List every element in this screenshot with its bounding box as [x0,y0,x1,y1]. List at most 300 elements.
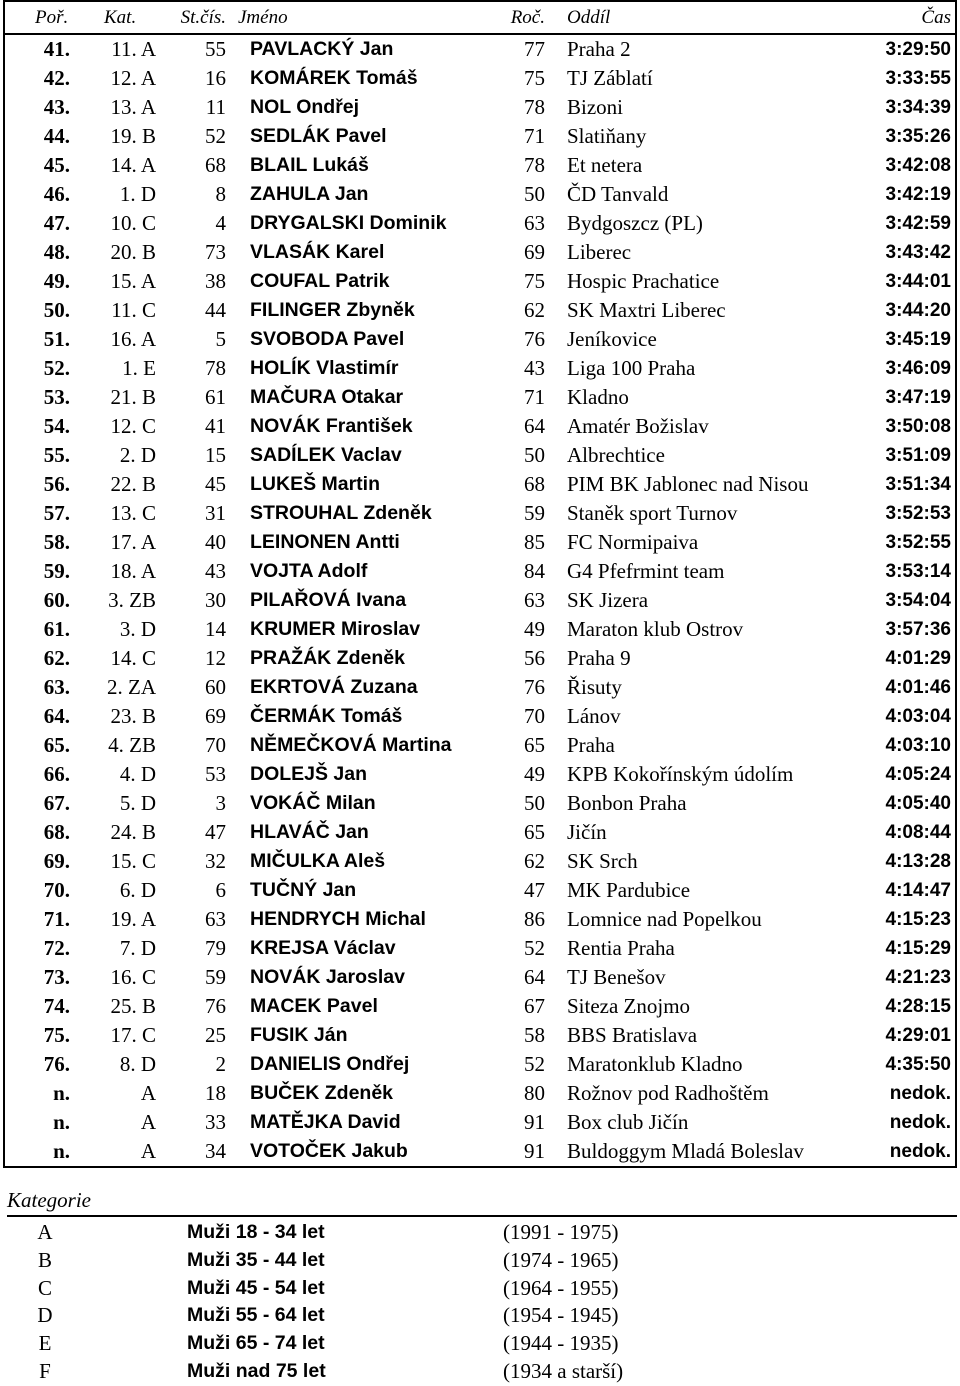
cell-jmeno: COUFAL Patrik [250,270,390,292]
header-poradi: Poř. [4,1,78,34]
cell-oddil: Slatiňany [567,124,647,148]
table-row [4,1137,956,1167]
cell-jmeno: ZAHULA Jan [250,183,369,205]
cell-startovni-cislo: 4 [215,211,226,235]
cell-oddil: MK Pardubice [567,878,691,902]
cell-oddil: Siteza Znojmo [567,994,691,1018]
cell-jmeno: MACEK Pavel [250,995,378,1017]
kategorie-years: (1944 - 1935) [503,1331,619,1356]
cell-rocnik: 58 [524,1023,545,1047]
cell-kategorie: 2. ZA [107,675,156,699]
cell-jmeno: VOTOČEK Jakub [250,1140,408,1162]
kategorie-years: (1974 - 1965) [503,1247,619,1272]
table-row [4,325,956,354]
cell-jmeno: TUČNÝ Jan [250,879,357,901]
cell-rocnik: 63 [524,588,545,612]
cell-kategorie: 14. C [110,646,156,670]
kategorie-table [7,1219,623,1386]
cell-oddil: Liga 100 Praha [567,356,696,380]
cell-cas: 3:42:08 [885,155,951,176]
cell-startovni-cislo: 38 [205,269,226,293]
cell-rocnik: 75 [524,66,545,90]
cell-kategorie: 25. B [110,994,156,1018]
cell-cas: 4:29:01 [885,1025,951,1046]
cell-kategorie: 14. A [110,153,156,177]
table-row [4,731,956,760]
table-row [4,963,956,992]
cell-rocnik: 43 [524,356,545,380]
table-row [4,383,956,412]
cell-jmeno: SADÍLEK Vaclav [250,444,402,466]
cell-jmeno: KOMÁREK Tomáš [250,67,418,89]
cell-jmeno: BLAIL Lukáš [250,154,369,176]
cell-startovni-cislo: 30 [205,588,226,612]
table-row [4,673,956,702]
cell-startovni-cislo: 69 [205,704,226,728]
cell-cas: 3:57:36 [885,619,951,640]
cell-kategorie: 4. ZB [108,733,156,757]
table-row [4,876,956,905]
cell-cas: 3:44:20 [885,300,951,321]
cell-cas: 3:53:14 [885,561,951,582]
cell-oddil: Bydgoszcz (PL) [567,211,703,235]
cell-rocnik: 62 [524,298,545,322]
table-row [4,1108,956,1137]
cell-rocnik: 56 [524,646,545,670]
cell-startovni-cislo: 45 [205,472,226,496]
cell-kategorie: 17. A [110,530,156,554]
cell-kategorie: A [140,1081,156,1105]
cell-cas: 4:03:04 [885,706,951,727]
cell-kategorie: 19. B [110,124,156,148]
cell-poradi: 57. [43,501,70,525]
cell-kategorie: 6. D [119,878,156,902]
cell-kategorie: 18. A [110,559,156,583]
cell-oddil: FC Normipaiva [567,530,699,554]
cell-oddil: SK Srch [567,849,638,873]
cell-cas: 4:05:40 [885,793,951,814]
cell-rocnik: 70 [524,704,545,728]
cell-startovni-cislo: 8 [215,182,226,206]
cell-oddil: BBS Bratislava [567,1023,698,1047]
cell-rocnik: 68 [524,472,545,496]
cell-rocnik: 52 [524,936,545,960]
cell-oddil: Rentia Praha [567,936,675,960]
cell-jmeno: FILINGER Zbyněk [250,299,415,321]
cell-oddil: Albrechtice [567,443,665,467]
cell-oddil: KPB Kokořínským údolím [567,762,794,786]
kategorie-body [7,1219,623,1386]
cell-rocnik: 50 [524,443,545,467]
cell-poradi: 76. [43,1052,70,1076]
cell-poradi: 75. [43,1023,70,1047]
cell-jmeno: KRUMER Miroslav [250,618,421,640]
cell-startovni-cislo: 15 [205,443,226,467]
cell-kategorie: 4. D [119,762,156,786]
cell-jmeno: STROUHAL Zdeněk [250,502,432,524]
header-jmeno: Jméno [234,1,496,34]
table-row [4,34,956,64]
cell-oddil: Řisuty [567,675,622,699]
cell-startovni-cislo: 44 [205,298,226,322]
cell-poradi: 63. [43,675,70,699]
cell-poradi: 56. [43,472,70,496]
cell-startovni-cislo: 5 [215,327,226,351]
cell-oddil: Liberec [567,240,632,264]
cell-kategorie: 3. ZB [108,588,156,612]
cell-startovni-cislo: 70 [205,733,226,757]
cell-rocnik: 75 [524,269,545,293]
cell-rocnik: 59 [524,501,545,525]
cell-jmeno: SVOBODA Pavel [250,328,405,350]
cell-poradi: 74. [43,994,70,1018]
cell-kategorie: A [140,1110,156,1134]
cell-cas: nedok. [889,1112,951,1133]
cell-rocnik: 77 [524,37,545,61]
cell-kategorie: 1. E [122,356,156,380]
kategorie-name: Muži 65 - 74 let [187,1332,325,1355]
cell-kategorie: 16. C [110,965,156,989]
cell-poradi: 61. [43,617,70,641]
cell-poradi: 49. [43,269,70,293]
cell-cas: 4:03:10 [885,735,951,756]
cell-startovni-cislo: 18 [205,1081,226,1105]
cell-poradi: 64. [43,704,70,728]
cell-cas: 4:15:29 [885,938,951,959]
cell-oddil: G4 Pfefrmint team [567,559,725,583]
cell-kategorie: 3. D [119,617,156,641]
cell-kategorie: 24. B [110,820,156,844]
cell-jmeno: VOJTA Adolf [250,560,368,582]
cell-jmeno: NOVÁK Jaroslav [250,966,405,988]
cell-cas: 3:34:39 [885,97,951,118]
cell-oddil: Jeníkovice [567,327,657,351]
kategorie-code: D [37,1303,53,1328]
cell-startovni-cislo: 11 [205,95,226,119]
table-row [4,412,956,441]
cell-rocnik: 52 [524,1052,545,1076]
kategorie-section [7,1186,957,1386]
cell-poradi: 42. [43,66,70,90]
cell-poradi: 48. [43,240,70,264]
cell-startovni-cislo: 55 [205,37,226,61]
cell-oddil: Kladno [567,385,629,409]
cell-rocnik: 86 [524,907,545,931]
cell-poradi: n. [53,1139,70,1163]
cell-jmeno: PRAŽÁK Zdeněk [250,647,405,669]
table-row [4,209,956,238]
cell-oddil: Hospic Prachatice [567,269,720,293]
table-row [4,615,956,644]
results-table [3,0,957,1168]
kategorie-years: (1934 a starší) [503,1358,624,1383]
cell-cas: 3:45:19 [885,329,951,350]
table-row [4,847,956,876]
cell-oddil: Bonbon Praha [567,791,687,815]
cell-startovni-cislo: 6 [215,878,226,902]
table-row [4,296,956,325]
cell-poradi: 41. [43,37,70,61]
cell-startovni-cislo: 53 [205,762,226,786]
cell-kategorie: 20. B [110,240,156,264]
cell-cas: 4:15:23 [885,909,951,930]
cell-startovni-cislo: 59 [205,965,226,989]
table-row [4,122,956,151]
cell-rocnik: 50 [524,791,545,815]
cell-rocnik: 67 [524,994,545,1018]
cell-rocnik: 49 [524,617,545,641]
table-row [4,1050,956,1079]
cell-jmeno: PILAŘOVÁ Ivana [250,589,407,611]
kategorie-name: Muži 45 - 54 let [187,1276,325,1299]
cell-kategorie: 12. A [110,66,156,90]
table-row [4,586,956,615]
kategorie-name: Muži 35 - 44 let [187,1248,325,1271]
cell-startovni-cislo: 34 [205,1139,226,1163]
cell-poradi: 47. [43,211,70,235]
kategorie-name: Muži nad 75 let [187,1359,326,1382]
cell-jmeno: BUČEK Zdeněk [250,1082,394,1104]
table-row [4,354,956,383]
cell-jmeno: HLAVÁČ Jan [250,821,369,843]
table-row [4,557,956,586]
cell-rocnik: 50 [524,182,545,206]
table-row [4,180,956,209]
cell-startovni-cislo: 25 [205,1023,226,1047]
cell-poradi: 43. [43,95,70,119]
cell-poradi: 44. [43,124,70,148]
cell-oddil: Praha 2 [567,37,631,61]
cell-jmeno: LEINONEN Antti [250,531,400,553]
cell-cas: 4:05:24 [885,764,951,785]
cell-kategorie: 8. D [119,1052,156,1076]
cell-kategorie: A [140,1139,156,1163]
cell-startovni-cislo: 68 [205,153,226,177]
cell-oddil: Maratonklub Kladno [567,1052,743,1076]
cell-jmeno: ČERMÁK Tomáš [250,705,403,727]
table-row [4,499,956,528]
cell-rocnik: 91 [524,1110,545,1134]
cell-rocnik: 85 [524,530,545,554]
table-row [4,267,956,296]
cell-poradi: 69. [43,849,70,873]
kategorie-row [7,1275,623,1303]
cell-oddil: Staněk sport Turnov [567,501,738,525]
table-row [4,789,956,818]
cell-oddil: TJ Benešov [567,965,666,989]
cell-rocnik: 64 [524,414,545,438]
cell-cas: 4:35:50 [885,1054,951,1075]
cell-kategorie: 22. B [110,472,156,496]
cell-jmeno: HENDRYCH Michal [250,908,426,930]
header-kategorie: Kat. [78,1,164,34]
table-row [4,1021,956,1050]
cell-startovni-cislo: 14 [205,617,226,641]
cell-cas: 3:35:26 [885,126,951,147]
cell-oddil: Box club Jičín [567,1110,689,1134]
cell-jmeno: HOLÍK Vlastimír [250,357,399,379]
cell-poradi: 54. [43,414,70,438]
cell-rocnik: 80 [524,1081,545,1105]
cell-startovni-cislo: 52 [205,124,226,148]
cell-rocnik: 71 [524,385,545,409]
cell-rocnik: 64 [524,965,545,989]
cell-startovni-cislo: 2 [215,1052,226,1076]
kategorie-name: Muži 55 - 64 let [187,1304,325,1327]
cell-rocnik: 47 [524,878,545,902]
cell-cas: 4:21:23 [885,967,951,988]
cell-kategorie: 16. A [110,327,156,351]
cell-startovni-cislo: 16 [205,66,226,90]
cell-oddil: ČD Tanvald [567,182,669,206]
cell-kategorie: 23. B [110,704,156,728]
cell-poradi: n. [53,1110,70,1134]
cell-kategorie: 17. C [110,1023,156,1047]
cell-kategorie: 10. C [110,211,156,235]
cell-cas: 4:14:47 [885,880,951,901]
cell-oddil: Amatér Božislav [567,414,709,438]
cell-oddil: TJ Záblatí [567,66,653,90]
cell-poradi: 46. [43,182,70,206]
cell-poradi: 51. [43,327,70,351]
cell-cas: 3:52:53 [885,503,951,524]
cell-jmeno: EKRTOVÁ Zuzana [250,676,418,698]
cell-jmeno: MIČULKA Aleš [250,850,386,872]
table-row [4,151,956,180]
cell-jmeno: KREJSA Václav [250,937,396,959]
cell-cas: 3:33:55 [885,68,951,89]
kategorie-name: Muži 18 - 34 let [187,1221,325,1243]
table-row [4,470,956,499]
cell-jmeno: DRYGALSKI Dominik [250,212,447,234]
kategorie-code: F [39,1358,51,1383]
cell-startovni-cislo: 47 [205,820,226,844]
cell-cas: 4:13:28 [885,851,951,872]
cell-jmeno: LUKEŠ Martin [250,473,381,495]
cell-rocnik: 65 [524,733,545,757]
cell-cas: 3:51:34 [885,474,951,495]
cell-jmeno: FUSIK Ján [250,1024,348,1046]
cell-kategorie: 11. C [111,298,156,322]
cell-startovni-cislo: 43 [205,559,226,583]
cell-poradi: 72. [43,936,70,960]
cell-oddil: SK Maxtri Liberec [567,298,726,322]
cell-jmeno: NOVÁK František [250,415,413,437]
table-row [4,64,956,93]
cell-poradi: 65. [43,733,70,757]
cell-cas: 4:28:15 [885,996,951,1017]
cell-rocnik: 62 [524,849,545,873]
table-row [4,238,956,267]
cell-cas: 3:42:19 [885,184,951,205]
cell-jmeno: VLASÁK Karel [250,241,385,263]
cell-cas: 3:29:50 [885,39,951,60]
cell-jmeno: VOKÁČ Milan [250,792,376,814]
header-rocnik: Roč. [496,1,545,34]
cell-cas: 3:52:55 [885,532,951,553]
cell-poradi: 58. [43,530,70,554]
cell-startovni-cislo: 41 [205,414,226,438]
cell-jmeno: DOLEJŠ Jan [250,763,368,785]
cell-poradi: 73. [43,965,70,989]
kategorie-code: B [37,1247,52,1272]
cell-poradi: 68. [43,820,70,844]
cell-poradi: 55. [43,443,70,467]
header-startovni-cislo: St.čís. [164,1,234,34]
cell-cas: 3:47:19 [885,387,951,408]
cell-kategorie: 12. C [110,414,156,438]
cell-jmeno: NĚMEČKOVÁ Martina [250,734,452,756]
cell-jmeno: MATĚJKA David [250,1111,401,1133]
cell-kategorie: 13. C [110,501,156,525]
cell-rocnik: 49 [524,762,545,786]
table-row [4,1079,956,1108]
table-row [4,818,956,847]
cell-jmeno: MAČURA Otakar [250,386,404,408]
cell-oddil: SK Jizera [567,588,649,612]
cell-poradi: 50. [43,298,70,322]
cell-rocnik: 63 [524,211,545,235]
cell-oddil: Maraton klub Ostrov [567,617,744,641]
cell-cas: 3:43:42 [885,242,951,263]
cell-startovni-cislo: 61 [205,385,226,409]
cell-poradi: 67. [43,791,70,815]
cell-startovni-cislo: 76 [205,994,226,1018]
kategorie-row [7,1219,623,1247]
table-row [4,644,956,673]
table-row [4,760,956,789]
table-row [4,905,956,934]
kategorie-row [7,1247,623,1275]
cell-poradi: 62. [43,646,70,670]
cell-kategorie: 2. D [119,443,156,467]
cell-oddil: Praha [567,733,615,757]
kategorie-title: Kategorie [7,1186,957,1217]
cell-oddil: Buldoggym Mladá Boleslav [567,1139,804,1163]
kategorie-code: A [37,1220,53,1244]
cell-poradi: 70. [43,878,70,902]
cell-kategorie: 11. A [111,37,156,61]
table-row [4,702,956,731]
cell-poradi: 53. [43,385,70,409]
cell-oddil: Jičín [567,820,607,844]
header-oddil: Oddíl [545,1,869,34]
cell-kategorie: 21. B [110,385,156,409]
cell-cas: 3:46:09 [885,358,951,379]
cell-startovni-cislo: 33 [205,1110,226,1134]
cell-oddil: PIM BK Jablonec nad Nisou [567,472,809,496]
cell-oddil: Lánov [567,704,621,728]
cell-oddil: Rožnov pod Radhoštěm [567,1081,769,1105]
cell-rocnik: 76 [524,327,545,351]
table-row [4,93,956,122]
cell-poradi: 45. [43,153,70,177]
cell-startovni-cislo: 79 [205,936,226,960]
cell-poradi: n. [53,1081,70,1105]
cell-cas: 3:54:04 [885,590,951,611]
cell-startovni-cislo: 60 [205,675,226,699]
cell-startovni-cislo: 32 [205,849,226,873]
cell-rocnik: 71 [524,124,545,148]
cell-rocnik: 65 [524,820,545,844]
table-row [4,934,956,963]
cell-jmeno: PAVLACKÝ Jan [250,38,394,60]
cell-poradi: 59. [43,559,70,583]
cell-poradi: 52. [43,356,70,380]
kategorie-years: (1954 - 1945) [503,1303,619,1328]
cell-startovni-cislo: 12 [205,646,226,670]
cell-cas: 3:50:08 [885,416,951,437]
